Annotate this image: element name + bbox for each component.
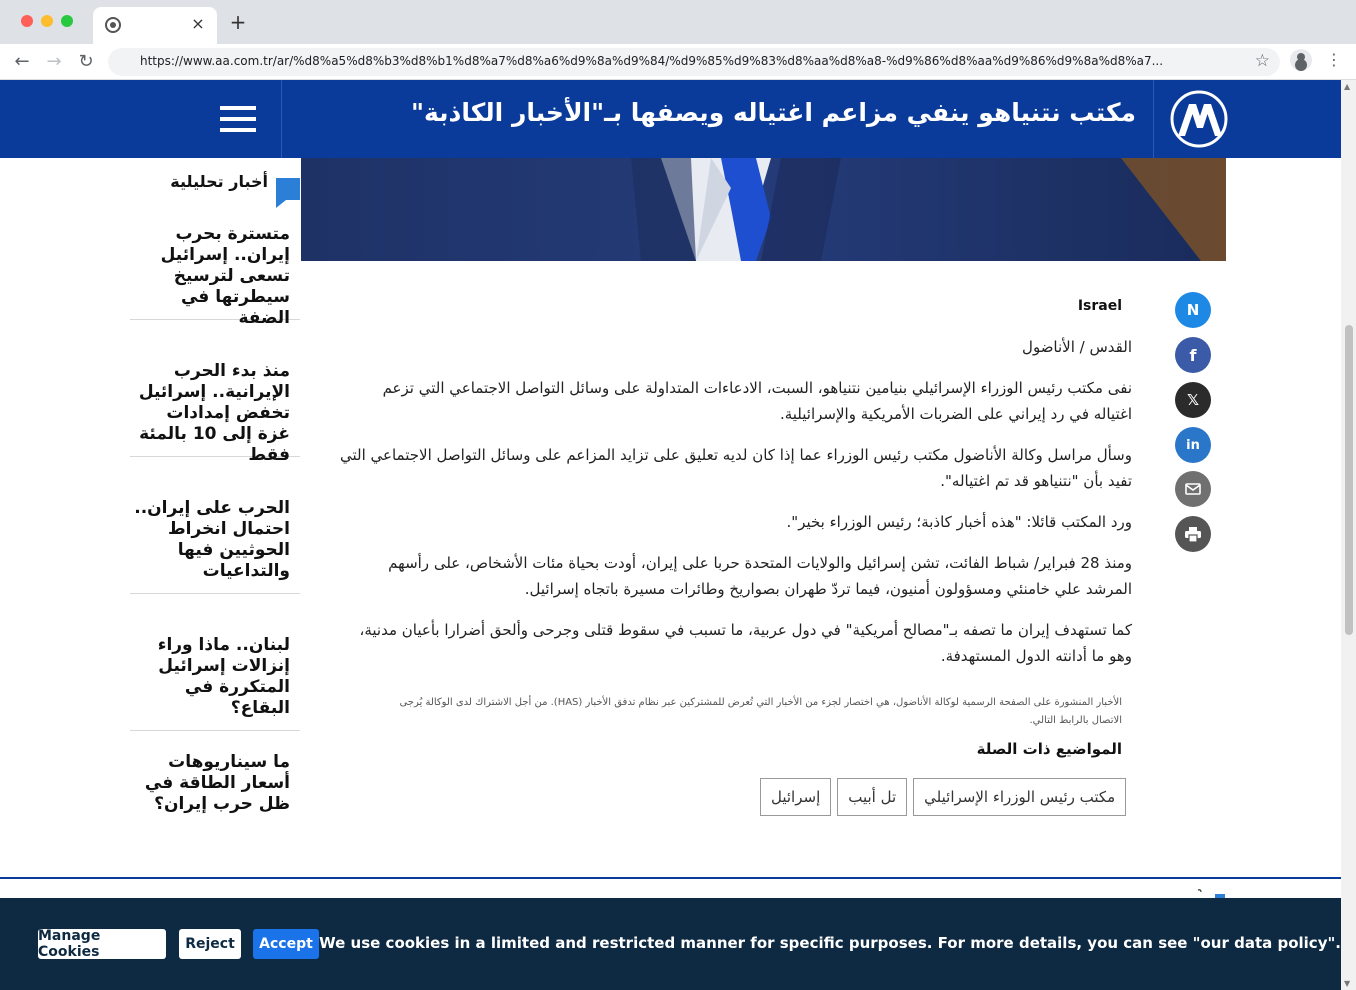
sidebar-news-item[interactable] bbox=[130, 224, 300, 328]
related-tags bbox=[760, 778, 1126, 816]
tag-israel[interactable]: إسرائيل bbox=[760, 778, 831, 816]
cookie-message: ."We use cookies in a limited and restricted manner for specific purposes. For more details, you can see "our data policy bbox=[319, 934, 1341, 952]
article-paragraph: نفى مكتب رئيس الوزراء الإسرائيلي بنيامين نتنياهو، السبت، الادعاءات المتداولة على وسائل التواصل الاجتماعي التي تزعم اغتياله في رد إيراني على الضربات الأمريكية والإسرائيلية. bbox=[382, 379, 1132, 423]
article-category[interactable]: Israel bbox=[1077, 298, 1122, 314]
logo-container bbox=[1153, 80, 1341, 158]
article-hero-image bbox=[301, 158, 1226, 261]
maximize-window-button[interactable] bbox=[61, 15, 73, 27]
reload-icon[interactable]: ↻ bbox=[78, 51, 94, 72]
n-icon: N bbox=[1186, 301, 1200, 319]
sidebar-news-item[interactable] bbox=[130, 752, 300, 848]
bookmark-star-icon[interactable]: ☆ bbox=[1254, 51, 1270, 71]
related-topics-title: المواضيع ذات الصلة bbox=[976, 740, 1122, 758]
tag-pm-office[interactable]: مكتب رئيس الوزراء الإسرائيلي bbox=[913, 778, 1126, 816]
reject-cookies-button[interactable]: Reject bbox=[179, 929, 241, 959]
article-paragraph: وسأل مراسل وكالة الأناضول مكتب رئيس الوزراء عما إذا كان لديه تعليق على تزايد المزاعم على وسائل التواصل الاجتماعي التي تفيد بأن "نتنياهو قد تم اغتياله". bbox=[339, 446, 1132, 490]
sidebar-news-link[interactable]: منذ بدء الحرب الإيرانية.. إسرائيل تخفض إمدادات غزة إلى 10 بالمئة فقط bbox=[138, 361, 290, 465]
article-paragraph: ورد المكتب قائلا: "هذه أخبار كاذبة؛ رئيس الوزراء بخير". bbox=[786, 513, 1132, 531]
page-title: مكتب نتنياهو ينفي مزاعم اغتياله ويصفها بـ"الأخبار الكاذبة" bbox=[410, 98, 1136, 127]
linkedin-icon: in bbox=[1186, 437, 1200, 453]
aa-logo-icon[interactable] bbox=[1170, 90, 1228, 148]
article-paragraph: ومنذ 28 فبراير/ شباط الفائت، تشن إسرائيل والولايات المتحدة حربا على إيران، أودت بحياة مئات الأشخاص، على رأسهم المرشد علي خامنئي ومسؤولون أمنيون، فيما تردّ طهران بصواريخ وطائرات مسيرة باتجاه إسرائيل. bbox=[388, 554, 1132, 598]
site-header bbox=[0, 80, 1341, 158]
article-paragraphs bbox=[340, 375, 1132, 684]
profile-avatar-icon[interactable] bbox=[1290, 49, 1312, 71]
share-n-button[interactable] bbox=[1175, 292, 1211, 328]
sidebar-header bbox=[130, 168, 300, 198]
accept-cookies-button[interactable]: Accept bbox=[253, 929, 319, 959]
page-viewport bbox=[0, 80, 1341, 990]
email-icon bbox=[1185, 483, 1201, 495]
share-email-button[interactable] bbox=[1175, 471, 1211, 507]
sidebar-title: أخبار تحليلية bbox=[170, 172, 268, 191]
minimize-window-button[interactable] bbox=[41, 15, 53, 27]
chrome-favicon-icon bbox=[105, 17, 121, 33]
back-arrow-icon[interactable]: ← bbox=[14, 51, 30, 72]
scrollbar-thumb[interactable] bbox=[1345, 325, 1353, 635]
sidebar-news-item[interactable] bbox=[130, 498, 300, 594]
share-facebook-button[interactable] bbox=[1175, 337, 1211, 373]
browser-tab[interactable] bbox=[93, 7, 217, 44]
hamburger-menu-icon[interactable] bbox=[220, 106, 256, 132]
sidebar-news-link[interactable]: الحرب على إيران.. احتمال انخراط الحوثيين فيها والتداعيات bbox=[134, 498, 290, 581]
close-window-button[interactable] bbox=[21, 15, 33, 27]
sidebar-news-link[interactable]: ما سيناريوهات أسعار الطاقة في ظل حرب إيران؟ bbox=[144, 752, 290, 814]
speech-bubble-icon bbox=[276, 178, 300, 208]
sidebar-news-item[interactable] bbox=[130, 635, 300, 731]
article-paragraph: كما تستهدف إيران ما تصفه بـ"مصالح أمريكية" في دول عربية، ما تسبب في سقوط قتلى وجرحى وألحق أضرارا بأعيان مدنية، وهو ما أدانته الدول المستهدفة. bbox=[359, 621, 1132, 665]
scroll-up-icon[interactable]: ▲ bbox=[1344, 82, 1351, 91]
browser-toolbar bbox=[0, 44, 1356, 80]
scroll-down-icon[interactable]: ▼ bbox=[1344, 979, 1351, 988]
share-x-button[interactable] bbox=[1175, 382, 1211, 418]
facebook-icon: f bbox=[1189, 345, 1197, 365]
new-tab-button[interactable]: + bbox=[229, 10, 247, 34]
x-icon: 𝕏 bbox=[1186, 391, 1200, 409]
footer-divider bbox=[0, 877, 1341, 879]
forward-arrow-icon[interactable]: → bbox=[46, 51, 62, 72]
browser-menu-icon[interactable]: ⋮ bbox=[1326, 50, 1342, 69]
browser-tab-bar bbox=[0, 0, 1356, 44]
address-bar[interactable] bbox=[108, 48, 1280, 76]
tab-close-icon[interactable]: × bbox=[191, 14, 205, 33]
article-dateline: القدس / الأناضول bbox=[1022, 338, 1132, 356]
cookie-banner bbox=[0, 898, 1341, 990]
print-button[interactable] bbox=[1175, 516, 1211, 552]
menu-container bbox=[0, 80, 282, 158]
share-linkedin-button[interactable] bbox=[1175, 427, 1211, 463]
sidebar-news-link[interactable]: متسترة بحرب إيران.. إسرائيل تسعى لترسيخ سيطرتها في الضفة bbox=[160, 224, 290, 328]
sidebar-news-link[interactable]: لبنان.. ماذا وراء إنزالات إسرائيل المتكررة في البقاع؟ bbox=[157, 635, 290, 718]
print-icon bbox=[1185, 527, 1201, 542]
tag-tel-aviv[interactable]: تل أبيب bbox=[837, 778, 907, 816]
page-scrollbar[interactable] bbox=[1341, 80, 1356, 990]
manage-cookies-button[interactable]: Manage Cookies bbox=[38, 929, 166, 959]
article-disclaimer: الأخبار المنشورة على الصفحة الرسمية لوكالة الأناضول، هي اختصار لجزء من الأخبار التي تُعرض للمشتركين عبر نظام تدفق الأخبار (HAS). من أجل الاشتراك لدى الوكالة يُرجى الاتصال بالرابط التالي. bbox=[399, 697, 1122, 726]
sidebar-news-item[interactable] bbox=[130, 361, 300, 465]
url-text[interactable]: https://www.aa.com.tr/ar/%d8%a5%d8%b3%d8%b1%d8%a7%d8%a6%d9%8a%d9%84/%d9%85%d9%83%d8%aa%d8%a8-%d9%86%d8%aa%d9%86%d9%8a%d8%a7... bbox=[140, 54, 1164, 68]
